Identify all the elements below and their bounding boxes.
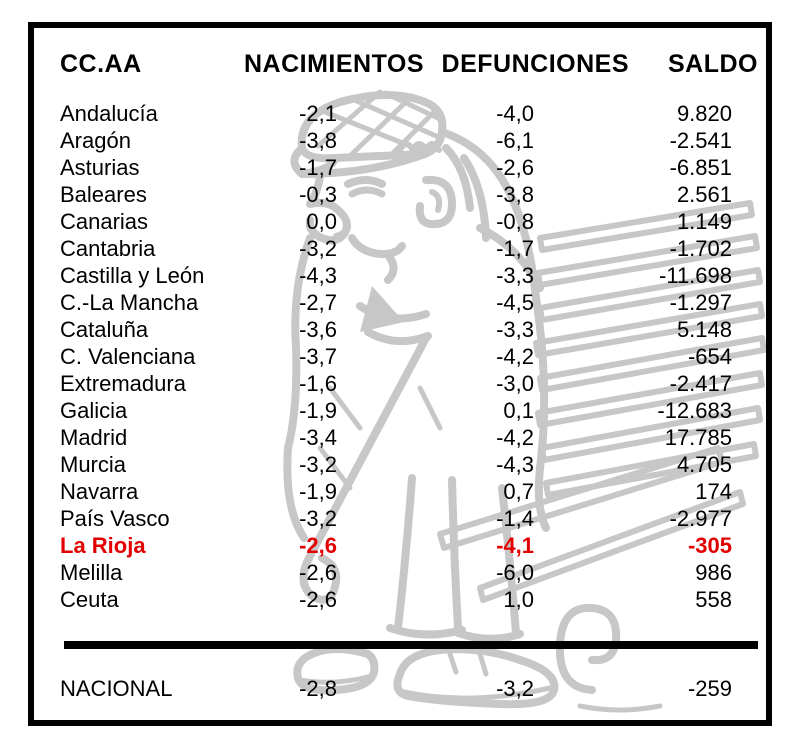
balance-cell: 1.149 [676, 209, 732, 234]
balance-cell: 17.785 [664, 425, 732, 450]
balance-cell: 4.705 [676, 452, 732, 477]
births-cell: -0,3 [299, 182, 337, 207]
table-row [34, 505, 766, 532]
table-row [34, 343, 766, 370]
births-cell: -2,1 [299, 101, 337, 126]
region-cell: País Vasco [60, 506, 170, 531]
table-row [34, 478, 766, 505]
footer-births-cell: -2,8 [299, 676, 337, 701]
balance-cell: -2.417 [669, 371, 732, 396]
table-row [34, 181, 766, 208]
table-row [34, 370, 766, 397]
balance-cell: -2.541 [669, 128, 732, 153]
table-content [34, 52, 766, 702]
region-cell: C.-La Mancha [60, 290, 199, 315]
balance-cell: 986 [695, 560, 732, 585]
region-cell: Castilla y León [60, 263, 205, 288]
header-deaths: DEFUNCIONES [441, 50, 629, 78]
region-cell: Murcia [60, 452, 127, 477]
region-cell: Extremadura [60, 371, 186, 396]
table-frame [28, 22, 772, 726]
births-cell: -3,4 [299, 425, 337, 450]
footer-deaths-cell: -3,2 [496, 676, 534, 701]
deaths-cell: -4,2 [496, 344, 534, 369]
footer-balance-cell: -259 [687, 676, 732, 701]
balance-cell: -1.702 [669, 236, 732, 261]
region-cell: Cataluña [60, 317, 149, 342]
deaths-cell: 0,7 [503, 479, 534, 504]
deaths-cell: -3,8 [496, 182, 534, 207]
table-rows [34, 100, 766, 613]
balance-cell: -654 [687, 344, 732, 369]
divider-rule [64, 641, 758, 649]
deaths-cell: -4,3 [496, 452, 534, 477]
table-row [34, 451, 766, 478]
deaths-cell: 0,1 [503, 398, 534, 423]
births-cell: -3,2 [299, 452, 337, 477]
region-cell: Asturias [60, 155, 140, 180]
region-cell: C. Valenciana [60, 344, 196, 369]
births-cell: 0,0 [306, 209, 337, 234]
births-cell: -3,8 [299, 128, 337, 153]
region-cell: Navarra [60, 479, 139, 504]
births-cell: -4,3 [299, 263, 337, 288]
births-cell: -1,9 [299, 398, 337, 423]
table-row [34, 316, 766, 343]
table-row [34, 532, 766, 559]
balance-cell: -12.683 [657, 398, 732, 423]
births-cell: -2,7 [299, 290, 337, 315]
table-row [34, 424, 766, 451]
balance-cell: -11.698 [659, 263, 732, 288]
table-row [34, 154, 766, 181]
national-total-row [34, 675, 766, 702]
births-cell: -1,7 [299, 155, 337, 180]
births-cell: -3,2 [299, 236, 337, 261]
header-births: NACIMIENTOS [244, 50, 425, 78]
balance-cell: -305 [687, 533, 732, 558]
deaths-cell: -6,1 [496, 128, 534, 153]
table-row [34, 262, 766, 289]
balance-cell: -1.297 [669, 290, 732, 315]
balance-cell: 5.148 [676, 317, 732, 342]
births-cell: -3,7 [299, 344, 337, 369]
footer-region-cell: NACIONAL [60, 676, 173, 701]
balance-cell: 2.561 [676, 182, 732, 207]
births-cell: -2,6 [299, 533, 337, 558]
births-cell: -2,6 [299, 587, 337, 612]
region-cell: Melilla [60, 560, 123, 585]
deaths-cell: -4,0 [496, 101, 534, 126]
table-row [34, 127, 766, 154]
deaths-cell: -0,8 [496, 209, 534, 234]
table-row [34, 208, 766, 235]
deaths-cell: -4,1 [496, 533, 534, 558]
region-cell: Madrid [60, 425, 128, 450]
table-row [34, 289, 766, 316]
table-row [34, 586, 766, 613]
balance-cell: 558 [695, 587, 732, 612]
balance-cell: 174 [695, 479, 732, 504]
region-cell: Cantabria [60, 236, 156, 261]
births-cell: -1,6 [299, 371, 337, 396]
births-cell: -3,6 [299, 317, 337, 342]
deaths-cell: -1,7 [496, 236, 534, 261]
region-cell: Ceuta [60, 587, 119, 612]
births-cell: -3,2 [299, 506, 337, 531]
deaths-cell: 1,0 [503, 587, 534, 612]
table-row [34, 100, 766, 127]
deaths-cell: -3,3 [496, 317, 534, 342]
deaths-cell: -4,2 [496, 425, 534, 450]
deaths-cell: -6,0 [496, 560, 534, 585]
table-header-row [34, 52, 766, 76]
births-cell: -1,9 [299, 479, 337, 504]
balance-cell: -2.977 [669, 506, 732, 531]
region-cell: Baleares [60, 182, 147, 207]
table-row [34, 559, 766, 586]
deaths-cell: -3,3 [496, 263, 534, 288]
header-balance: SALDO [668, 50, 758, 78]
deaths-cell: -1,4 [496, 506, 534, 531]
region-cell: Aragón [60, 128, 131, 153]
deaths-cell: -3,0 [496, 371, 534, 396]
births-cell: -2,6 [299, 560, 337, 585]
deaths-cell: -4,5 [496, 290, 534, 315]
balance-cell: -6.851 [669, 155, 732, 180]
balance-cell: 9.820 [676, 101, 732, 126]
deaths-cell: -2,6 [496, 155, 534, 180]
region-cell: Canarias [60, 209, 149, 234]
region-cell: Andalucía [60, 101, 158, 126]
region-cell: Galicia [60, 398, 128, 423]
table-row [34, 235, 766, 262]
region-cell: La Rioja [60, 533, 146, 558]
table-row [34, 397, 766, 424]
header-region: CC.AA [60, 50, 142, 78]
